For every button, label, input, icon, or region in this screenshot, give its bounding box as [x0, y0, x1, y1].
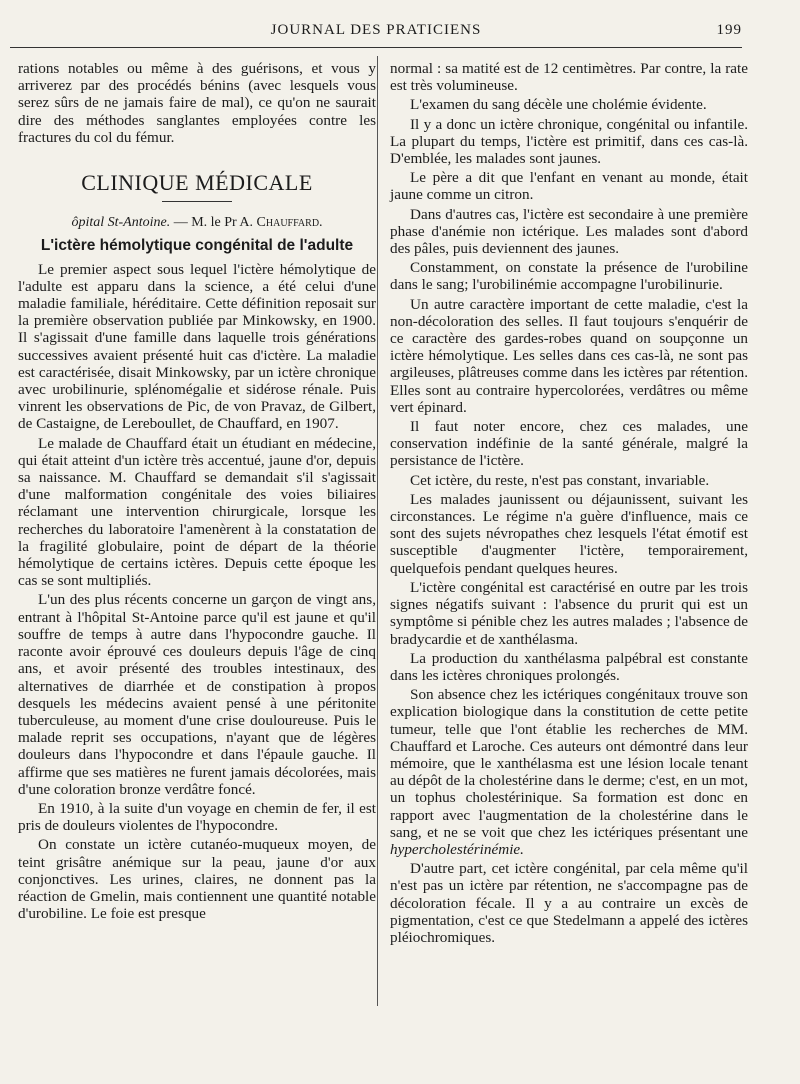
byline-author: Chauffard.	[256, 215, 323, 231]
paragraph: L'un des plus récents concerne un garçon de vingt ans, entrant à l'hôpital St-Antoine parce qu'il est jaune et qu'il souffre de temps à autre dans l'hypocondre gauche. Il raconte avoir éprouvé ces douleurs depuis l'âge de cinq ans, et avoir présenté des troubles intestinaux, des alternatives de diarrhée et de constipation à propos desquels les médecins avaient pensé à une péritonite tuberculeuse, au moment d'une crise douloureuse. Puis le malade reprit ses occupations, n'ayant que de légères douleurs dans l'hypocondre et dans l'épaule gauche. Il affirme que ses matières ne furent jamais décolorées, mais d'une coloration bronze verdâtre foncé.	[18, 591, 376, 798]
paragraph: D'autre part, cet ictère congénital, par cela même qu'il n'est pas un ictère par rétention, ne s'accompagne pas de décoloration fécale. Il y a au contraire un excès de pigmentation, c'est ce que Stedelmann a appelé des ictères pléiochromiques.	[390, 860, 748, 946]
paragraph: Il y a donc un ictère chronique, congénital ou infantile. La plupart du temps, l'ictère est primitif, dans ces cas-là. D'emblée, les malades sont jaunes.	[390, 115, 748, 168]
section-rule	[162, 201, 232, 202]
paragraph: Le premier aspect sous lequel l'ictère hémolytique de l'adulte est apparu dans la science, a été celui d'une maladie familiale, héréditaire. Cette définition reposait sur la première observation publiée par Minkowsky, en 1900. Il s'agissait d'une famille dans laquelle trois générations successives avaient présenté huit cas d'ictère. La maladie est caractérisée, disait Minkowsky, par un ictère chronique avec urobilinurie, splénomégalie et sidérose rénale. Puis vinrent les observations de Pic, de von Pravaz, de Gilbert, de Castaigne, de Lereboullet, de Chauffard, en 1907.	[18, 260, 376, 433]
paragraph-text: Son absence chez les ictériques congénitaux trouve son explication biologique dans la constitution de cette petite tumeur, telle que l'ont établie les recherches de MM. Chauffard et Laroche. Ces auteurs ont démontré dans leur mémoire, que le xanthélasma est une lésion locale tenant au dépôt de la cholestérine dans le derme; c'est, en un mot, un tophus cholestérinique. Sa formation est donc en rapport avec l'augmentation de la cholestérine dans le sang, et ne se voit que chez les ictériques présentant une	[390, 686, 748, 841]
paragraph: Cet ictère, du reste, n'est pas constant, invariable.	[410, 471, 710, 489]
running-header	[10, 22, 742, 44]
left-column	[18, 60, 376, 924]
article-title: L'ictère hémolytique congénital de l'adulte	[40, 237, 354, 255]
paragraph: L'ictère congénital est caractérisé en outre par les trois signes négatifs suivant : l'absence du prurit qui est un symptôme si pénible chez les autres malades ; l'absence de bradycardie et de xanthélasma.	[390, 578, 748, 648]
paragraph: Les malades jaunissent ou déjaunissent, suivant les circonstances. Le régime n'a guère d'influence, mais ce sont des sujets névropathes chez lesquels l'état émotif est susceptible d'augmenter l'ictère, temporairement, quelquefois pendant quelques heures.	[390, 490, 748, 577]
paragraph: Il faut noter encore, chez ces malades, une conservation indéfinie de la santé générale, malgré la persistance de l'ictère.	[390, 418, 748, 470]
paragraph: Le père a dit que l'enfant en venant au monde, était jaune comme un citron.	[390, 169, 748, 204]
byline-place: ôpital St-Antoine.	[71, 215, 171, 231]
paragraph: On constate un ictère cutanéo-muqueux moyen, de teint grisâtre anémique sur la peau, jaune d'or aux conjonctives. Les urines, claires, ne donnent pas la réaction de Gmelin, mais contiennent une quantité notable d'urobiline. Le foie est presque	[18, 836, 376, 923]
page-number: 199	[716, 22, 742, 38]
paragraph	[390, 686, 748, 858]
paragraph: L'examen du sang décèle une cholémie évidente.	[410, 96, 707, 114]
header-rule	[10, 47, 742, 48]
byline-prefix: — M. le Pr A.	[170, 215, 257, 231]
italic-term: hypercholestérinémie.	[390, 840, 524, 858]
byline	[18, 214, 376, 231]
column-divider	[377, 56, 378, 1006]
paragraph: Un autre caractère important de cette maladie, c'est la non-décoloration des selles. Il faut toujours s'enquérir de ce caractère des gardes-robes quand on soupçonne un ictère hémolytique. Les selles dans ces cas-là, ne sont pas argileuses, plâtreuses comme dans les ictères par rétention. Elles sont au contraire hypercolorées, verdâtres ou même vert épinard.	[390, 295, 748, 416]
paragraph: Le malade de Chauffard était un étudiant en médecine, qui était atteint d'un ictère très accentué, jaune d'or, depuis sa naissance. M. Chauffard se demandait s'il s'agissait d'une malformation congénitale des voies biliaires réclamant une intervention chirurgicale, lorsque les recherches du laboratoire l'amenèrent à la constatation de la fragilité globulaire, point de départ de la théorie hémolytique de certains ictères. Depuis cette époque les cas se sont multipliés.	[18, 434, 376, 590]
continued-paragraph: rations notables ou même à des guérisons, et vous y arriverez par des procédés bénins (avec lesquels vous serez sûrs de ne jamais faire de mal), ce qu'on ne saurait dire des méthodes sanglantes employées contre les fractures du col du fémur.	[18, 60, 376, 146]
paragraph: normal : sa matité est de 12 centimètres. Par contre, la rate est très volumineuse.	[390, 60, 748, 95]
paragraph: Constamment, on constate la présence de l'urobiline dans le sang; l'urobilinémie accompagne l'urobilinurie.	[390, 259, 748, 294]
journal-title: JOURNAL DES PRATICIENS	[270, 22, 482, 38]
section-title: CLINIQUE MÉDICALE	[81, 170, 313, 196]
right-column	[390, 60, 748, 948]
paragraph: Dans d'autres cas, l'ictère est secondaire à une première phase d'anémie non ictérique. Les malades sont d'abord des pâles, puis deviennent des jaunes.	[390, 205, 748, 258]
paragraph: En 1910, à la suite d'un voyage en chemin de fer, il est pris de douleurs violentes de l'hypocondre.	[18, 799, 376, 835]
paragraph: La production du xanthélasma palpébral est constante dans les ictères chroniques prolongés.	[390, 649, 748, 684]
